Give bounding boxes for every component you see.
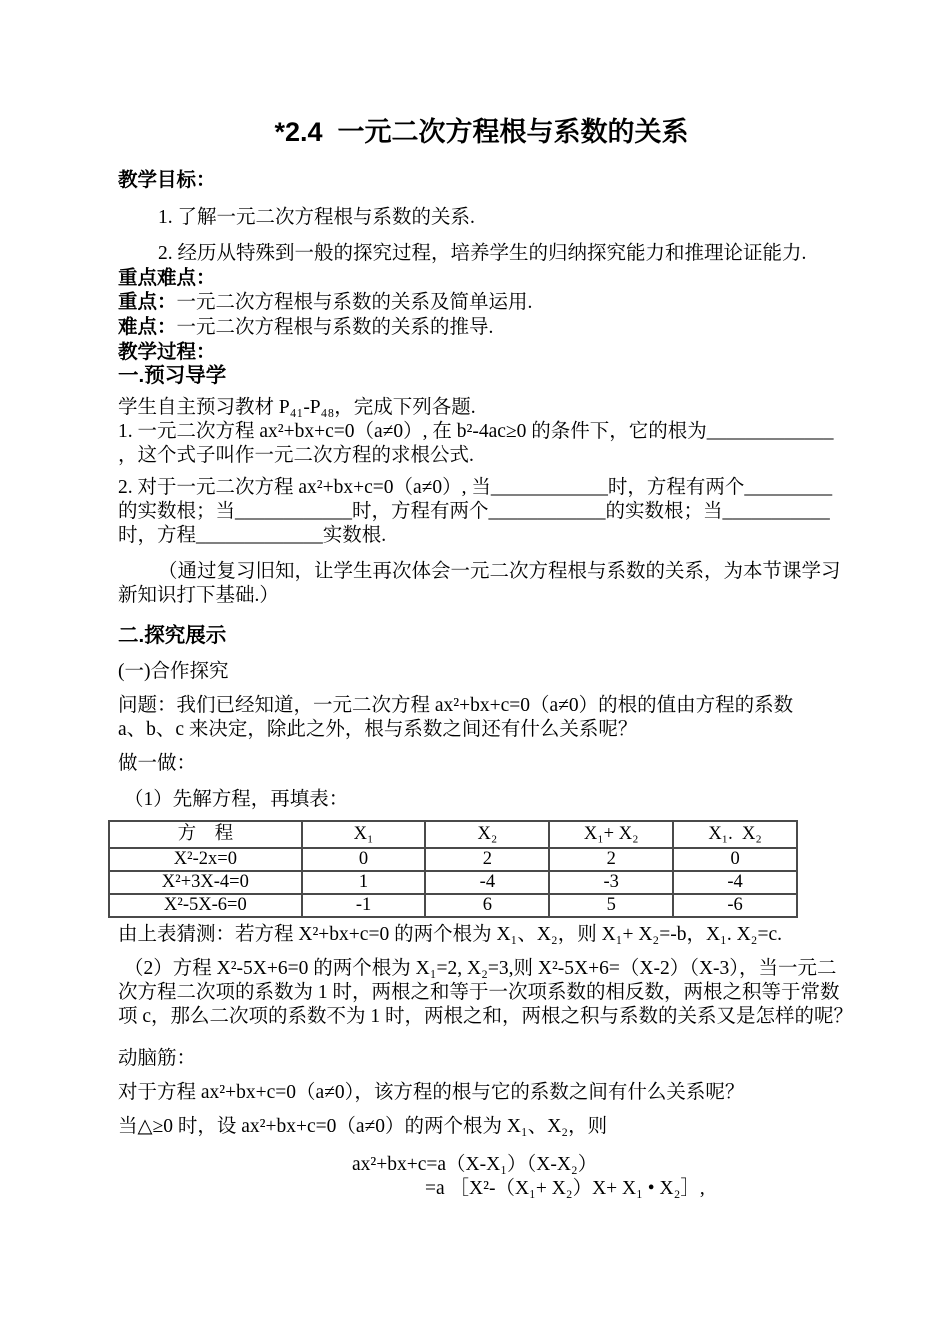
table-cell: 5 <box>549 894 673 917</box>
table-cell: -4 <box>673 871 797 894</box>
table-cell: -1 <box>302 894 426 917</box>
table-header-product: X₁. X₂ <box>673 821 797 848</box>
roots-table <box>108 820 798 918</box>
heading-brainstorm: 动脑筋： <box>118 1048 197 1069</box>
key-point-text: 一元二次方程根与系数的关系及简单运用. <box>176 292 533 313</box>
task-1-caption: （1）先解方程，再填表： <box>124 789 349 810</box>
table-cell-equation: X²-5X-6=0 <box>109 894 302 917</box>
think-question: 对于方程 ax²+bx+c=0（a≠0），该方程的根与它的系数之间有什么关系呢？ <box>118 1082 745 1103</box>
table-cell: -3 <box>549 871 673 894</box>
table-cell: 0 <box>673 848 797 871</box>
table-row <box>109 848 797 871</box>
heading-do: 做一做： <box>118 753 197 774</box>
key-point-line <box>118 290 845 315</box>
table-cell: 2 <box>425 848 549 871</box>
question-1-line-2: ，这个式子叫作一元二次方程的求根公式. <box>118 445 474 466</box>
table-row <box>109 871 797 894</box>
formula-line-1: ax²+bx+c=a（X-X₁）（X-X₂） <box>352 1154 598 1175</box>
preview-intro: 学生自主预习教材 P₄₁-P₄₈，完成下列各题. <box>118 397 476 418</box>
table-row <box>109 894 797 917</box>
sub-heading-cooperative: (一)合作探究 <box>118 661 229 682</box>
formula-line-2: =a ［X²-（X₁+ X₂）X+ X₁ • X₂］, <box>425 1178 705 1199</box>
table-cell: 2 <box>549 848 673 871</box>
heading-process: 教学过程： <box>118 341 216 363</box>
question-2-line-3: 时，方程_____________实数根. <box>118 525 387 546</box>
question-2-line-1: 2. 对于一元二次方程 ax²+bx+c=0（a≠0）, 当____________时，方程有两个_________ <box>118 477 833 498</box>
table-header-sum: X₁+ X₂ <box>549 821 673 848</box>
note-line-2: 新知识打下基础.） <box>118 585 279 606</box>
table-header-x1: X₁ <box>302 821 426 848</box>
note-line-1: （通过复习旧知，让学生再次体会一元二次方程根与系数的关系，为本节课学习 <box>158 561 841 582</box>
setup-line: 当△≥0 时，设 ax²+bx+c=0（a≠0）的两个根为 X₁、X₂，则 <box>118 1116 608 1137</box>
table-cell-equation: X²+3X-4=0 <box>109 871 302 894</box>
task-2-line-2: 次方程二次项的系数为 1 时，两根之和等于一次项系数的相反数，两根之积等于常数 <box>118 982 840 1003</box>
question-1-line-1: 1. 一元二次方程 ax²+bx+c=0（a≠0）, 在 b²-4ac≥0 的条件下，它的根为_____________ <box>118 421 834 442</box>
table-cell-equation: X²-2x=0 <box>109 848 302 871</box>
objective-item-2: 2. 经历从特殊到一般的探究过程，培养学生的归纳探究能力和推理论证能力. <box>158 243 807 264</box>
question-2-line-2: 的实数根；当____________时，方程有两个____________的实数根；当___________ <box>118 501 830 522</box>
table-cell: -6 <box>673 894 797 917</box>
task-2-line-3: 项 c，那么二次项的系数不为 1 时，两根之和，两根之积与系数的关系又是怎样的呢？ <box>118 1006 854 1027</box>
heading-section-2: 二.探究展示 <box>118 624 227 647</box>
objective-item-1: 1. 了解一元二次方程根与系数的关系. <box>158 207 475 228</box>
table-header-equation: 方 程 <box>109 821 302 848</box>
heading-key-points: 重点难点： <box>118 267 216 289</box>
conjecture-line: 由上表猜测：若方程 X²+bx+c=0 的两个根为 X₁、X₂，则 X₁+ X₂=-b，X₁. X₂=c. <box>118 924 782 945</box>
heading-objectives: 教学目标： <box>118 169 216 191</box>
table-cell: -4 <box>425 871 549 894</box>
table-cell: 0 <box>302 848 426 871</box>
table-cell: 1 <box>302 871 426 894</box>
difficulty-text: 一元二次方程根与系数的关系的推导. <box>176 317 494 338</box>
page-title: *2.4 一元二次方程根与系数的关系 <box>274 117 689 147</box>
task-2-line-1: （2）方程 X²-5X+6=0 的两个根为 X₁=2, X₂=3,则 X²-5X+6=（X-2）（X-3），当一元二 <box>124 958 837 979</box>
table-header-x2: X₂ <box>425 821 549 848</box>
difficulty-label: 难点： <box>118 316 177 338</box>
difficulty-line <box>118 315 845 340</box>
table-header-row <box>109 821 797 848</box>
heading-section-1: 一.预习导学 <box>118 364 227 387</box>
problem-line-1: 问题：我们已经知道，一元二次方程 ax²+bx+c=0（a≠0）的根的值由方程的系数 <box>118 695 794 716</box>
key-point-label: 重点： <box>118 291 177 313</box>
table-cell: 6 <box>425 894 549 917</box>
problem-line-2: a、b、c 来决定，除此之外，根与系数之间还有什么关系呢？ <box>118 719 638 740</box>
